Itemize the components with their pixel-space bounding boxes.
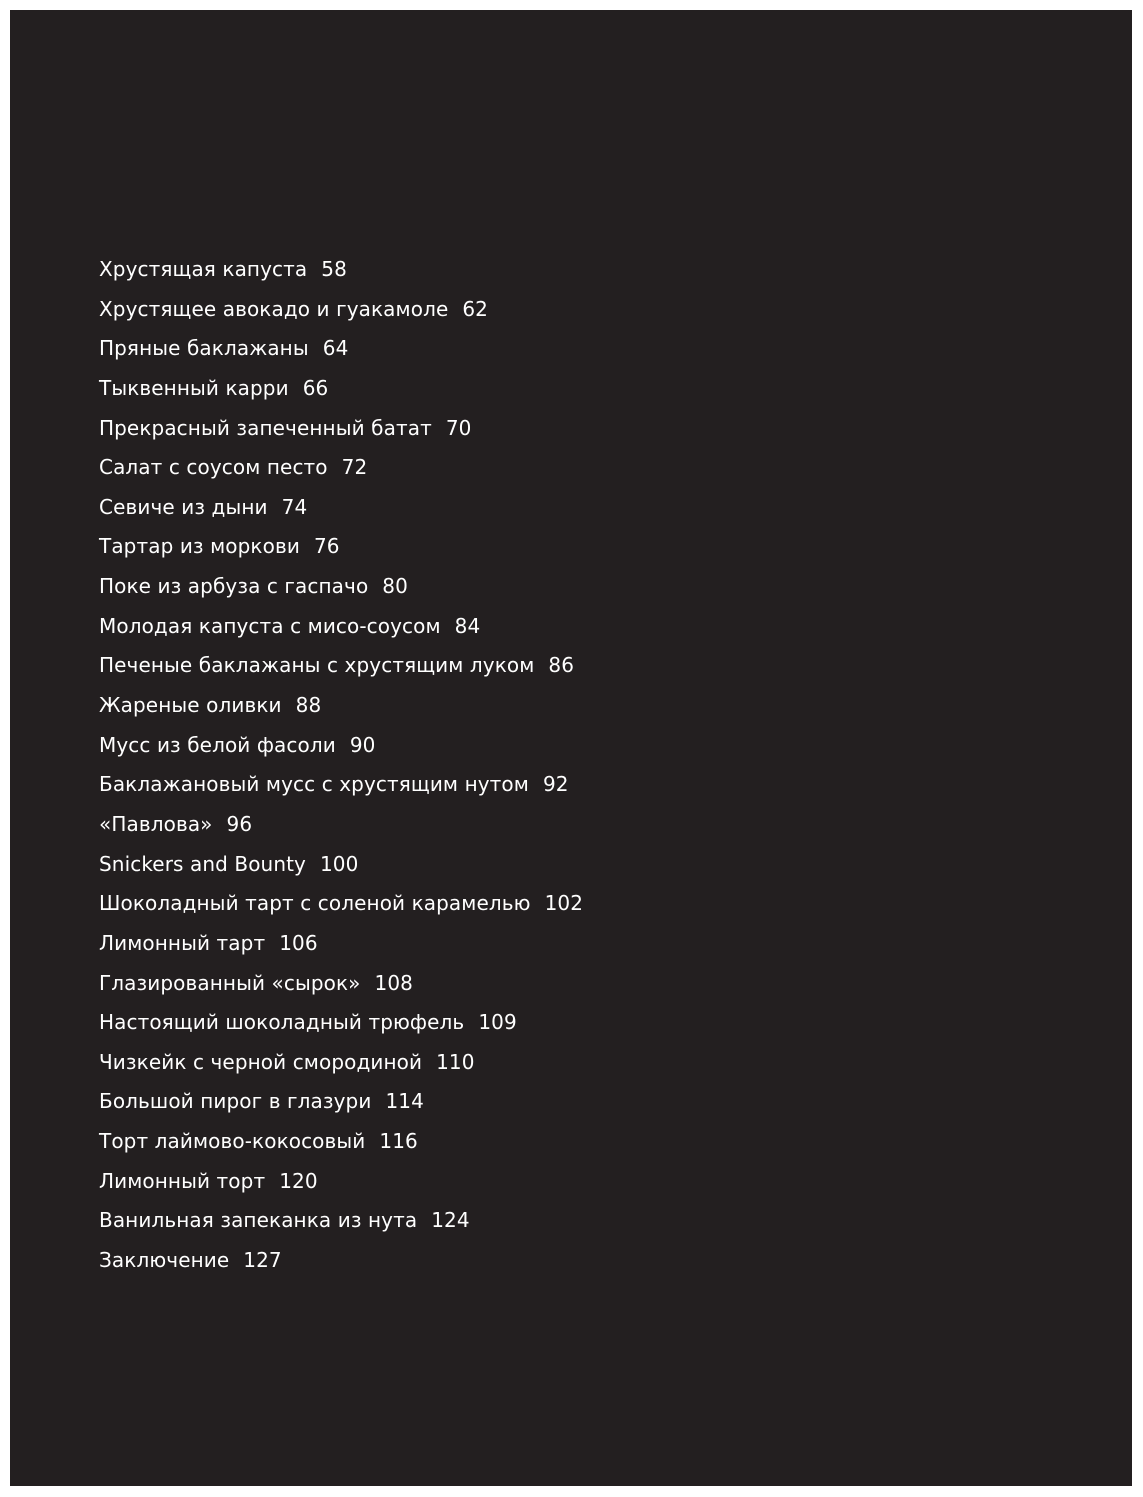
toc-entry-title: Глазированный «сырок»	[99, 970, 361, 995]
toc-entry-page: 96	[226, 811, 253, 836]
toc-entry-page: 62	[462, 296, 489, 321]
toc-entry-title: Салат с соусом песто	[99, 455, 328, 480]
toc-entry[interactable]	[99, 770, 583, 810]
toc-entry-page: 120	[279, 1168, 318, 1193]
toc-entry-page: 90	[349, 732, 376, 757]
toc-entry-title: Поке из арбуза с гаспачо	[99, 574, 369, 599]
toc-entry-title: Прекрасный запеченный батат	[99, 415, 432, 440]
toc-entry[interactable]	[99, 691, 583, 731]
toc-entry-title: Лимонный торт	[99, 1168, 266, 1193]
toc-entry-page: 108	[374, 970, 413, 995]
toc-entry[interactable]	[99, 969, 583, 1009]
toc-entry-page: 86	[548, 653, 575, 678]
toc-entry-title: Печеные баклажаны с хрустящим луком	[99, 653, 535, 678]
toc-entry-title: Хрустящее авокадо и гуакамоле	[99, 296, 449, 321]
toc-entry[interactable]	[99, 889, 583, 929]
toc-entry[interactable]	[99, 731, 583, 771]
toc-entry-page: 66	[302, 375, 329, 400]
toc-entry[interactable]	[99, 1008, 583, 1048]
toc-entry-page: 74	[281, 494, 308, 519]
toc-entry-page: 124	[431, 1208, 470, 1233]
toc-entry-title: Шоколадный тарт с соленой карамелью	[99, 891, 531, 916]
document-page	[10, 10, 1132, 1486]
toc-entry-page: 72	[341, 455, 368, 480]
toc-entry-page: 84	[454, 613, 481, 638]
table-of-contents	[99, 255, 583, 1286]
toc-entry-page: 116	[379, 1129, 418, 1154]
toc-entry[interactable]	[99, 572, 583, 612]
toc-entry[interactable]	[99, 453, 583, 493]
toc-entry-page: 64	[322, 336, 349, 361]
toc-entry[interactable]	[99, 532, 583, 572]
toc-entry-title: Заключение	[99, 1248, 230, 1273]
toc-entry-title: Мусс из белой фасоли	[99, 732, 336, 757]
toc-entry[interactable]	[99, 374, 583, 414]
toc-entry-title: Настоящий шоколадный трюфель	[99, 1010, 465, 1035]
toc-entry[interactable]	[99, 929, 583, 969]
toc-entry-page: 109	[478, 1010, 517, 1035]
toc-entry-title: Севиче из дыни	[99, 494, 268, 519]
toc-entry-page: 92	[542, 772, 569, 797]
toc-entry[interactable]	[99, 612, 583, 652]
toc-entry[interactable]	[99, 1206, 583, 1246]
toc-entry[interactable]	[99, 1246, 583, 1286]
toc-entry-title: Торт лаймово-кокосовый	[99, 1129, 366, 1154]
toc-entry-page: 58	[321, 257, 347, 281]
toc-entry[interactable]	[99, 1167, 583, 1207]
toc-entry-page: 76	[313, 534, 340, 559]
toc-entry[interactable]	[99, 414, 583, 454]
toc-entry-page: 100	[319, 851, 359, 876]
toc-entry-page: 106	[279, 930, 318, 955]
toc-entry-page: 110	[436, 1049, 475, 1074]
toc-entry[interactable]	[99, 1048, 583, 1088]
toc-entry-title: Snickers and Bounty	[99, 851, 306, 876]
toc-entry-page: 80	[382, 574, 408, 599]
toc-entry-title: Большой пирог в глазури	[99, 1089, 372, 1114]
toc-entry-title: Баклажановый мусс с хрустящим нутом	[99, 772, 529, 797]
toc-entry[interactable]	[99, 1087, 583, 1127]
toc-entry-page: 127	[243, 1248, 282, 1273]
toc-entry[interactable]	[99, 334, 583, 374]
toc-entry-page: 114	[385, 1089, 424, 1114]
toc-entry-title: Тартар из моркови	[99, 534, 300, 559]
toc-entry-title: Пряные баклажаны	[99, 336, 309, 361]
toc-entry-title: «Павлова»	[99, 811, 213, 836]
toc-entry[interactable]	[99, 295, 583, 335]
toc-entry-page: 102	[544, 891, 584, 916]
toc-entry-title: Хрустящая капуста	[99, 257, 308, 281]
toc-entry[interactable]	[99, 810, 583, 850]
toc-entry-title: Тыквенный карри	[99, 375, 289, 400]
toc-entry[interactable]	[99, 850, 583, 890]
toc-entry-page: 88	[295, 693, 322, 718]
toc-entry-title: Чизкейк с черной смородиной	[99, 1049, 423, 1074]
toc-entry[interactable]	[99, 651, 583, 691]
toc-entry-title: Жареные оливки	[99, 693, 282, 718]
toc-entry[interactable]	[99, 493, 583, 533]
toc-entry[interactable]	[99, 255, 583, 295]
toc-entry-title: Ванильная запеканка из нута	[99, 1208, 418, 1233]
toc-entry[interactable]	[99, 1127, 583, 1167]
toc-entry-title: Молодая капуста с мисо-соусом	[99, 613, 441, 638]
toc-entry-title: Лимонный тарт	[99, 930, 266, 955]
toc-entry-page: 70	[445, 415, 472, 440]
